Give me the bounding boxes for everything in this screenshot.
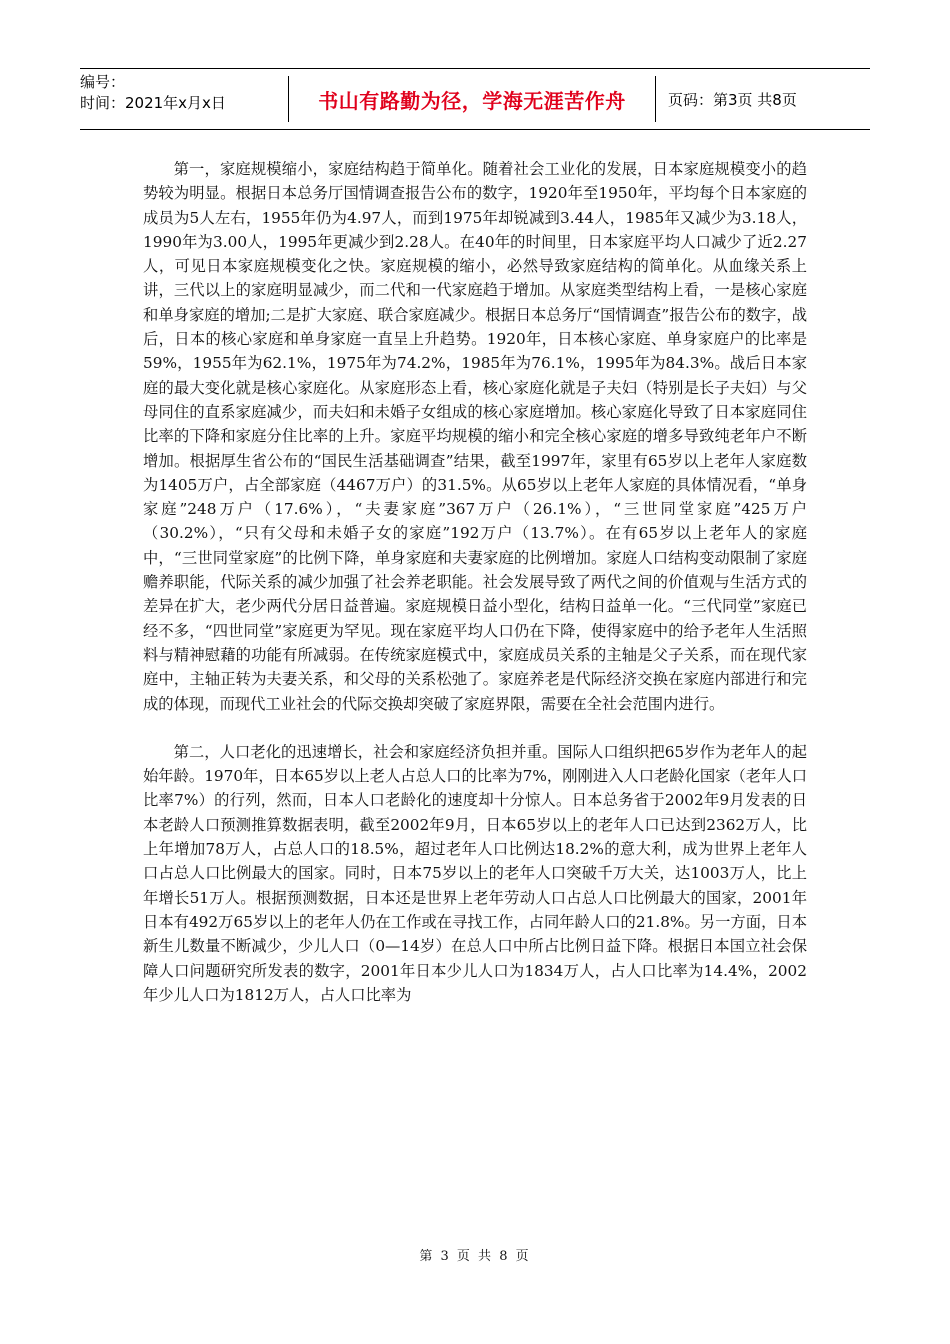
- page-header: [80, 68, 870, 130]
- page-footer: 第 3 页 共 8 页: [419, 1249, 531, 1264]
- document-body: [143, 157, 807, 1007]
- paragraph-2: 第二，人口老化的迅速增长，社会和家庭经济负担并重。国际人口组织把65岁作为老年人的起始年龄。1970年，日本65岁以上老人占总人口的比率为7%，刚刚进入人口老龄化国家（老年人口比率7%）的行列，然而，日本人口老龄化的速度却十分惊人。日本总务省于2002年9月发表的日本老龄人口预测推算数据表明，截至2002年9月，日本65岁以上的老年人口已达到2362万人，比上年增加78万人，占总人口的18.5%，超过老年人口比例达18.2%的意大利，成为世界上老年人口占总人口比例最大的国家。同时，日本75岁以上的老年人口突破千万大关，达1003万人，比上年增长51万人。根据预测数据，日本还是世界上老年劳动人口占总人口比例最大的国家，2001年日本有492万65岁以上的老年人仍在工作或在寻找工作，占同年龄人口的21.8%。另一方面，日本新生儿数量不断减少，少儿人口（0—14岁）在总人口中所占比例日益下降。根据日本国立社会保障人口问题研究所发表的数字，2001年日本少儿人口为1834万人，占人口比率为14.4%，2002年少儿人口为1812万人，占人口比率为: [143, 742, 807, 1004]
- header-motto: 书山有路勤为径，学海无涯苦作舟: [288, 76, 656, 122]
- paragraph-1: 第一，家庭规模缩小，家庭结构趋于简单化。随着社会工业化的发展，日本家庭规模变小的趋势较为明显。根据日本总务厅国情调查报告公布的数字，1920年至1950年，平均每个日本家庭的成员为5人左右，1955年仍为4.97人，而到1975年却锐减到3.44人，1985年又减少为3.18人，1990年为3.00人，1995年更减少到2.28人。在40年的时间里，日本家庭平均人口减少了近2.27人，可见日本家庭规模变化之快。家庭规模的缩小，必然导致家庭结构的简单化。从血缘关系上讲，三代以上的家庭明显减少，而二代和一代家庭趋于增加。从家庭类型结构上看，一是核心家庭和单身家庭的增加;二是扩大家庭、联合家庭减少。根据日本总务厅“国情调查”报告公布的数字，战后，日本的核心家庭和单身家庭一直呈上升趋势。1920年，日本核心家庭、单身家庭户的比率是59%，1955年为62.1%，1975年为74.2%，1985年为76.1%，1995年为84.3%。战后日本家庭的最大变化就是核心家庭化。从家庭形态上看，核心家庭化就是子夫妇（特别是长子夫妇）与父母同住的直系家庭减少，而夫妇和未婚子女组成的核心家庭增加。核心家庭化导致了日本家庭同住比率的下降和家庭分住比率的上升。家庭平均规模的缩小和完全核心家庭的增多导致纯老年户不断增加。根据厚生省公布的“国民生活基础调查”结果，截至1997年，家里有65岁以上老年人家庭数为1405万户，占全部家庭（4467万户）的31.5%。从65岁以上老年人家庭的具体情况看，“单身家庭”248万户（17.6%），“夫妻家庭”367万户（26.1%），“三世同堂家庭”425万户（30.2%），“只有父母和未婚子女的家庭”192万户（13.7%）。在有65岁以上老年人的家庭中，“三世同堂家庭”的比例下降，单身家庭和夫妻家庭的比例增加。家庭人口结构变动限制了家庭赡养职能，代际关系的减少加强了社会养老职能。社会发展导致了两代之间的价值观与生活方式的差异在扩大，老少两代分居日益普遍。家庭规模日益小型化，结构日益单一化。“三代同堂”家庭已经不多，“四世同堂”家庭更为罕见。现在家庭平均人口仍在下降，使得家庭中的给予老年人生活照料与精神慰藉的功能有所减弱。在传统家庭模式中，家庭成员关系的主轴是父子关系，而在现代家庭中，主轴正转为夫妻关系，和父母的关系松弛了。家庭养老是代际经济交换在家庭内部进行和完成的体现，而现代工业社会的代际交换却突破了家庭界限，需要在全社会范围内进行。: [143, 160, 807, 713]
- time-label: 时间：2021年x月x日: [80, 94, 226, 112]
- number-label: 编号：: [80, 73, 126, 91]
- header-page-info: 页码：第3页 共8页: [668, 90, 797, 109]
- header-meta: [80, 68, 288, 130]
